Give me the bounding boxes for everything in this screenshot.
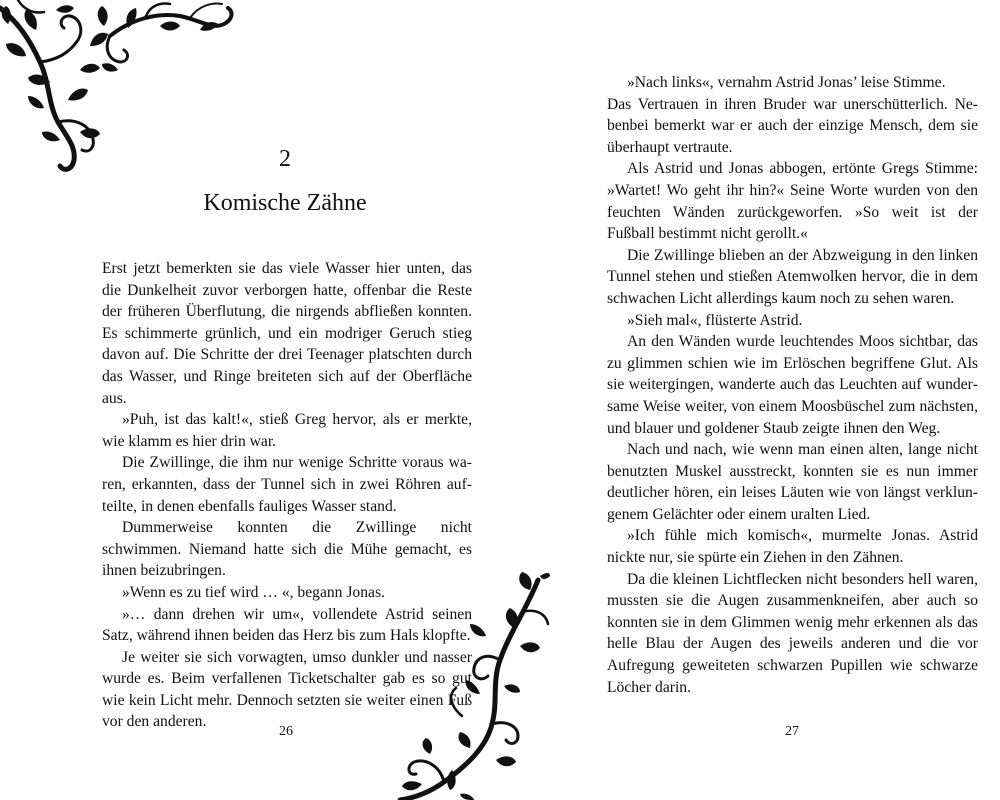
paragraph: Die Zwillinge blieben an der Abzweigung in den linken Tunnel stehen und stießen Atemwolken hervor, die in dem schwachen Licht allerdings kaum noch zu sehen waren. bbox=[607, 246, 978, 307]
page-number: 27 bbox=[785, 724, 799, 739]
paragraph: »Ich fühle mich komisch«, murmelte Jonas. Astrid nickte nur, sie spürte ein Ziehen in den Zähnen. bbox=[607, 527, 978, 567]
paragraph: Das Vertrauen in ihren Bruder war unerschütterlich. Nebenbei bemerkt war er auch der einzige Mensch, dem sie überhaupt vertraute. bbox=[607, 95, 978, 156]
paragraph: »Wenn es zu tief wird … «, begann Jonas. bbox=[122, 583, 385, 601]
paragraph: »Puh, ist das kalt!«, stieß Greg hervor, als er merkte, wie klamm es hier drin war. bbox=[102, 411, 472, 450]
right-page bbox=[500, 0, 1000, 800]
chapter-title: Komische Zähne bbox=[203, 190, 367, 216]
page-number: 26 bbox=[279, 724, 293, 739]
paragraph: Erst jetzt bemerkten sie das viele Wasser hier unten, das die Dunkelheit zuvor verborgen hatte, offenbar die Reste der früheren Überflutung, die nirgends abfließen konnten. Es schimmerte grünlich, und ein modriger Geruch stieg davon auf. Die Schritte der drei Teenager platschten durch das Wasser, und Ringe breiteten sich auf der Oberfläche aus. bbox=[102, 260, 472, 407]
left-page-text bbox=[102, 258, 472, 733]
paragraph: Nach und nach, wie wenn man einen alten, lange nicht benutzten Muskel ausstreckt, konnten sie es nun immer deutlicher hören, ein leises Läuten wie von längst verklungenem Gelächter oder einem uralten Lied. bbox=[607, 441, 978, 523]
paragraph: Da die kleinen Lichtflecken nicht besonders hell waren, mussten sie die Augen zusammenkneifen, aber auch so konnten sie in dem Glimmen wenig mehr erkennen als das helle Blau der Augen des jeweils anderen und die vor Aufregung geweiteten schwarzen Pupillen wie schwarze Löcher darin. bbox=[607, 570, 978, 696]
paragraph: An den Wänden wurde leuchtendes Moos sichtbar, das zu glimmen schien wie im Erlöschen begriffene Glut. Als sie weitergingen, wanderte auch das Leuchten auf wundersame Weise weiter, von einem Moosbüschel zum nächsten, und blauer und goldener Staub zeigte ihnen den Weg. bbox=[607, 333, 978, 437]
paragraph: »Sieh mal«, flüsterte Astrid. bbox=[627, 311, 803, 329]
paragraph: Als Astrid und Jonas abbogen, ertönte Gregs Stimme: »Wartet! Wo geht ihr hin?« Seine Worte wurden von den feuchten Wänden zurückgeworfen. »So weit ist der Fußball bestimmt nicht gerollt.« bbox=[607, 160, 978, 243]
chapter-number: 2 bbox=[279, 146, 291, 172]
paragraph: Je weiter sie sich vorwagten, umso dunkler und nasser wurde es. Beim verfallenen Ticketschalter gab es so gut wie kein Licht mehr. Dennoch setzten sie weiter einen Fuß vor den anderen. bbox=[102, 648, 472, 731]
paragraph: Die Zwillinge, die ihm nur wenige Schritte voraus waren, erkannten, dass der Tunnel sich in zwei Röhren aufteilte, in denen ebenfalls fauliges Wasser stand. bbox=[102, 454, 472, 515]
right-page-text bbox=[607, 72, 978, 698]
paragraph: »… dann drehen wir um«, vollendete Astrid seinen Satz, während ihnen beiden das Herz bis zum Hals klopfte. bbox=[102, 605, 472, 645]
paragraph: »Nach links«, vernahm Astrid Jonas’ leise Stimme. bbox=[627, 74, 946, 91]
paragraph: Dummerweise konnten die Zwillinge nicht schwimmen. Niemand hatte sich die Mühe gemacht, es ihnen beizubringen. bbox=[102, 519, 472, 580]
